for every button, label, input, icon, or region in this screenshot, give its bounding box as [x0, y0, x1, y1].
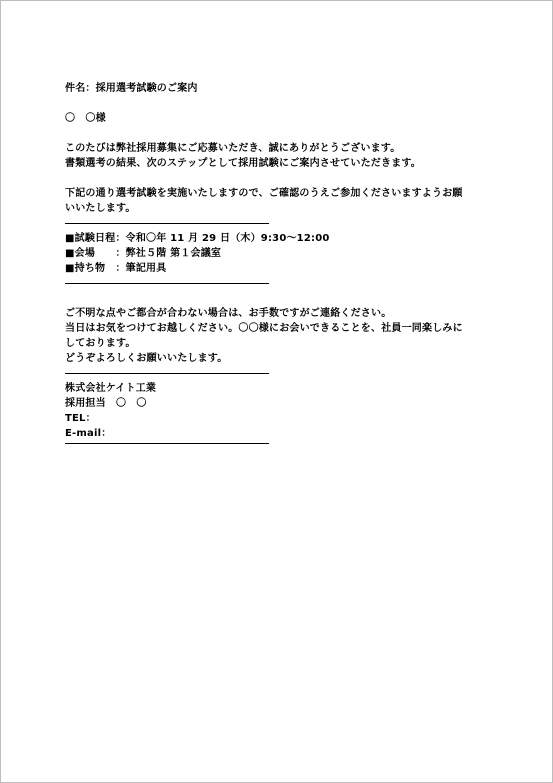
- divider-rule: [65, 443, 269, 444]
- divider-rule: [65, 283, 269, 284]
- closing-line: どうぞよろしくお願いいたします。: [65, 353, 228, 364]
- intro-line: 書類選考の結果、次のステップとして採用試験にご案内させていただきます。: [65, 158, 421, 169]
- request-line: 下記の通り選考試験を実施いたしますので、ご確認のうえご参加くださいますようお願: [65, 188, 463, 199]
- signature-company: 株式会社ケイト工業: [65, 383, 157, 394]
- detail-venue: ■会場 ：弊社５階 第１会議室: [65, 248, 222, 259]
- document-body: [65, 81, 510, 451]
- closing-line: しております。: [65, 338, 136, 349]
- signature-email: E-mail：: [65, 428, 112, 439]
- signature-contact: 採用担当 〇 〇: [65, 398, 147, 409]
- intro-line: このたびは弊社採用募集にご応募いただき、誠にありがとうございます。: [65, 143, 401, 154]
- subject-line: 件名：採用選考試験のご案内: [65, 83, 198, 94]
- addressee: 〇 〇様: [65, 113, 106, 124]
- detail-date: ■試験日程：令和〇年 11 月 29 日（木）9:30〜12:00: [65, 233, 330, 244]
- detail-items: ■持ち物 ：筆記用具: [65, 263, 167, 274]
- request-line: いいたします。: [65, 203, 136, 214]
- divider-rule: [65, 223, 269, 224]
- divider-rule: [65, 373, 269, 374]
- closing-line: ご不明な点やご都合が合わない場合は、お手数ですがご連絡ください。: [65, 308, 392, 319]
- closing-line: 当日はお気をつけてお越しください。〇〇様にお会いできることを、社員一同楽しみに: [65, 323, 463, 334]
- signature-tel: TEL：: [65, 413, 96, 424]
